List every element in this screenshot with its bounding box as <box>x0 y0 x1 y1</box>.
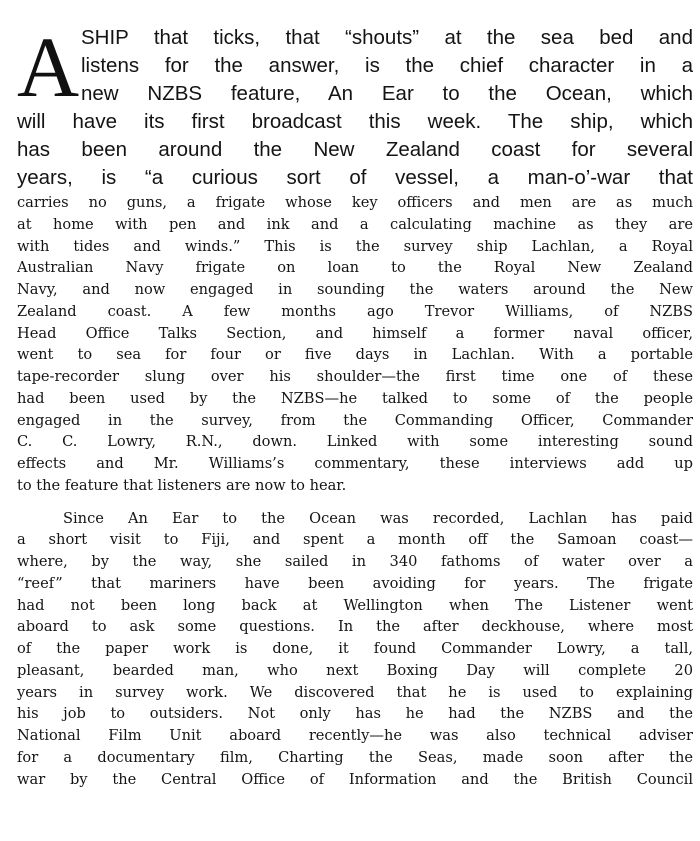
paragraph-line: C. C. Lowry, R.N., down. Linked with some interesting sound <box>17 433 693 451</box>
paragraph-line: Australian Navy frigate on loan to the Royal New Zealand <box>17 259 693 277</box>
paragraph-line: at home with pen and ink and a calculating machine as they are <box>17 215 693 233</box>
lead-line: new NZBS feature, An Ear to the Ocean, which <box>81 82 693 105</box>
paragraph-line: Zealand coast. A few months ago Trevor Williams, of NZBS <box>17 302 693 320</box>
paragraph-line: Navy, and now engaged in sounding the waters around the New <box>17 281 693 298</box>
paragraph-line: carries no guns, a frigate whose key officers and men are as much <box>17 194 693 211</box>
paragraph-line: went to sea for four or five days in Lachlan. With a portable <box>17 346 693 364</box>
paragraph-line: National Film Unit aboard recently—he was also technical adviser <box>17 727 693 744</box>
paragraph-line: years in survey work. We discovered that he is used to explaining <box>17 683 693 701</box>
paragraph-line last-line: to the feature that listeners are now to hear. <box>17 476 347 494</box>
paragraph-line: where, by the way, she sailed in 340 fathoms of water over a <box>17 553 693 570</box>
paragraph-line: war by the Central Office of Information and the British Council <box>17 770 693 788</box>
lead-line: listens for the answer, is the chief character in a <box>81 54 693 77</box>
large-intro-lines <box>17 108 693 192</box>
intro-line: years, is “a curious sort of vessel, a man-o’-war that <box>17 166 693 189</box>
drop-cap: A <box>17 19 80 115</box>
paragraph-line: had not been long back at Wellington when The Listener went <box>17 596 693 614</box>
paragraph-line: engaged in the survey, from the Commanding Officer, Commander <box>17 411 693 429</box>
lead-block <box>17 19 693 115</box>
paragraph-line: aboard to ask some questions. In the after deckhouse, where most <box>17 618 693 636</box>
lead-lines <box>81 24 693 108</box>
article-body <box>17 19 693 790</box>
paragraph-2 <box>17 508 693 791</box>
paragraph-line: tape-recorder slung over his shoulder—the first time one of these <box>17 368 693 385</box>
paragraph-line: for a documentary film, Charting the Seas, made soon after the <box>17 748 693 766</box>
paragraph-line: effects and Mr. Williams’s commentary, these interviews add up <box>17 455 693 472</box>
paragraph-line: had been used by the NZBS—he talked to some of the people <box>17 389 693 407</box>
intro-line: has been around the New Zealand coast for several <box>17 138 693 161</box>
paragraph-line: “reef” that mariners have been avoiding for years. The frigate <box>17 574 693 592</box>
paragraph-line: of the paper work is done, it found Commander Lowry, a tall, <box>17 640 693 657</box>
paragraph-line: his job to outsiders. Not only has he had the NZBS and the <box>17 705 693 723</box>
paragraph-1 <box>17 192 693 497</box>
paragraph-line: pleasant, bearded man, who next Boxing Day will complete 20 <box>17 661 693 679</box>
paragraph-line: Head Office Talks Section, and himself a former naval officer, <box>17 324 693 342</box>
lead-line: SHIP that ticks, that “shouts” at the sea bed and <box>81 26 693 49</box>
intro-line: will have its first broadcast this week. The ship, which <box>17 110 693 133</box>
paragraph-line: a short visit to Fiji, and spent a month off the Samoan coast— <box>17 531 693 549</box>
paragraph-line: with tides and winds.” This is the survey ship Lachlan, a Royal <box>17 237 693 255</box>
paragraph-line: Since An Ear to the Ocean was recorded, Lachlan has paid <box>63 509 693 527</box>
